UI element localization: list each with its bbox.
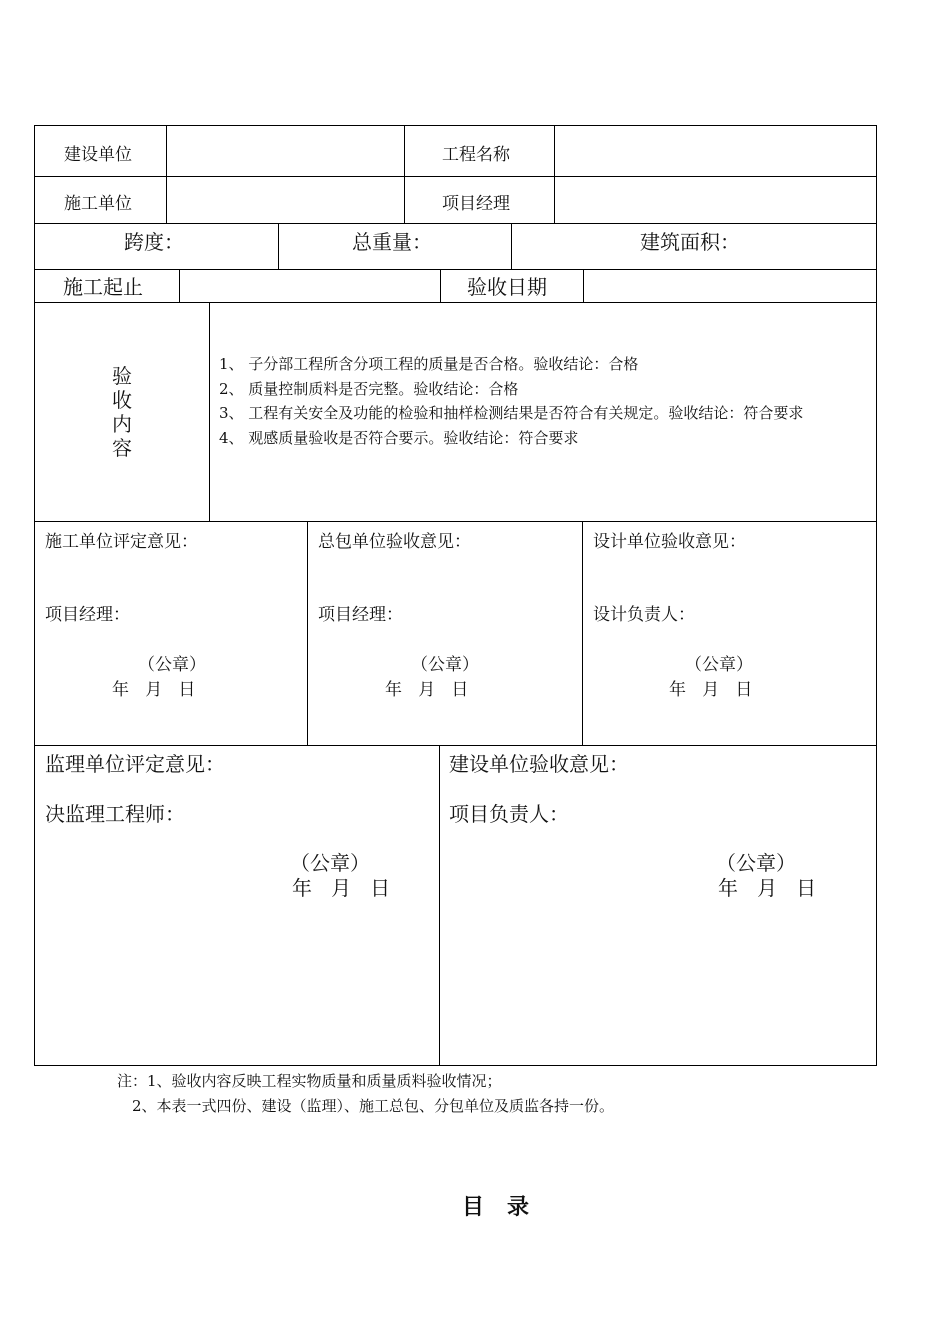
total-weight-label: 总重量： bbox=[352, 230, 432, 254]
contractor-field[interactable] bbox=[167, 177, 404, 223]
construction-unit-field[interactable] bbox=[167, 126, 404, 176]
project-manager-label: 项目经理 bbox=[442, 194, 510, 214]
note-line: 2、本表一式四份、建设（监理）、施工总包、分包单位及质监各持一份。 bbox=[132, 1097, 615, 1115]
span-label: 跨度： bbox=[124, 230, 184, 254]
opinion-title: 监理单位评定意见： bbox=[45, 752, 225, 776]
acceptance-item: 3、 工程有关安全及功能的检验和抽样检测结果是否符合有关规定。验收结论：符合要求 bbox=[219, 404, 804, 422]
official-seal: （公章） bbox=[685, 655, 753, 675]
acceptance-item: 4、 观感质量验收是否符合要示。验收结论：符合要求 bbox=[219, 429, 579, 447]
official-seal: （公章） bbox=[290, 851, 370, 875]
opinion-date: 年 月 日 bbox=[718, 876, 817, 900]
opinion-date: 年 月 日 bbox=[292, 876, 391, 900]
opinion-title: 设计单位验收意见： bbox=[593, 532, 746, 552]
opinion-title: 建设单位验收意见： bbox=[449, 752, 629, 776]
acceptance-content-title: 验 收 内 容 bbox=[112, 364, 132, 460]
construction-period-field[interactable] bbox=[180, 270, 440, 302]
building-area-label: 建筑面积： bbox=[640, 230, 740, 254]
acceptance-date-label: 验收日期 bbox=[467, 275, 547, 299]
acceptance-date-field[interactable] bbox=[584, 270, 876, 302]
project-manager-field[interactable] bbox=[555, 177, 876, 223]
construction-unit-label: 建设单位 bbox=[64, 145, 132, 165]
opinion-date: 年 月 日 bbox=[669, 680, 753, 700]
project-name-field[interactable] bbox=[555, 126, 876, 176]
project-name-label: 工程名称 bbox=[442, 145, 510, 165]
contractor-label: 施工单位 bbox=[64, 194, 132, 214]
opinion-signer: 项目经理： bbox=[45, 605, 130, 625]
opinion-date: 年 月 日 bbox=[385, 680, 469, 700]
official-seal: （公章） bbox=[716, 851, 796, 875]
opinion-signer: 决监理工程师： bbox=[45, 802, 185, 826]
toc-title: 目 录 bbox=[462, 1194, 529, 1220]
opinion-signer: 项目负责人： bbox=[449, 802, 569, 826]
opinion-signer: 项目经理： bbox=[318, 605, 403, 625]
opinion-title: 总包单位验收意见： bbox=[318, 532, 471, 552]
acceptance-item: 2、 质量控制质料是否完整。验收结论：合格 bbox=[219, 380, 519, 398]
opinion-date: 年 月 日 bbox=[112, 680, 196, 700]
construction-period-label: 施工起止 bbox=[63, 275, 143, 299]
official-seal: （公章） bbox=[138, 655, 206, 675]
note-line: 注：1、验收内容反映工程实物质量和质量质料验收情况； bbox=[117, 1072, 502, 1090]
official-seal: （公章） bbox=[411, 655, 479, 675]
opinion-signer: 设计负责人： bbox=[593, 605, 695, 625]
opinion-title: 施工单位评定意见： bbox=[45, 532, 198, 552]
acceptance-item: 1、 子分部工程所含分项工程的质量是否合格。验收结论：合格 bbox=[219, 355, 639, 373]
